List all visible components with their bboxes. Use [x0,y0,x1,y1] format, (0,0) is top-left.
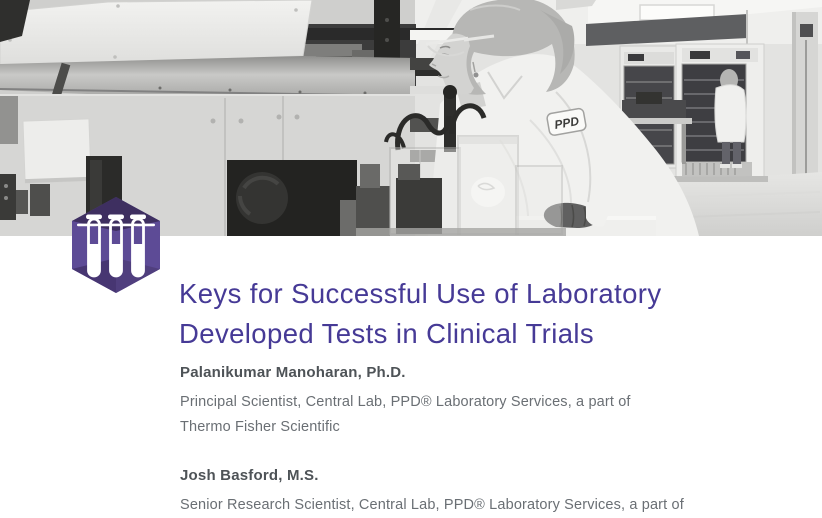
ppd-badge-text: PPD [553,113,581,132]
author-name: Palanikumar Manoharan, Ph.D. [180,364,406,381]
author-block [180,364,780,440]
machine-fan-opening [227,160,357,236]
author-role-line: Senior Research Scientist, Central Lab, PPD® Laboratory Services, a part of [180,497,684,513]
test-tubes-hexagon-icon [72,197,160,293]
machine-module-box [23,119,91,183]
page-title [179,274,779,354]
page-title-line1: Keys for Successful Use of Laboratory [179,278,662,310]
author-block [180,467,780,518]
page-title-line2: Developed Tests in Clinical Trials [179,318,595,350]
author-role-line: Principal Scientist, Central Lab, PPD® Laboratory Services, a part of [180,394,631,410]
machine-top-panel [0,0,312,66]
author-role-line: Thermo Fisher Scientific [180,419,340,435]
author-name: Josh Basford, M.S. [180,467,319,484]
authors-section [180,364,780,518]
